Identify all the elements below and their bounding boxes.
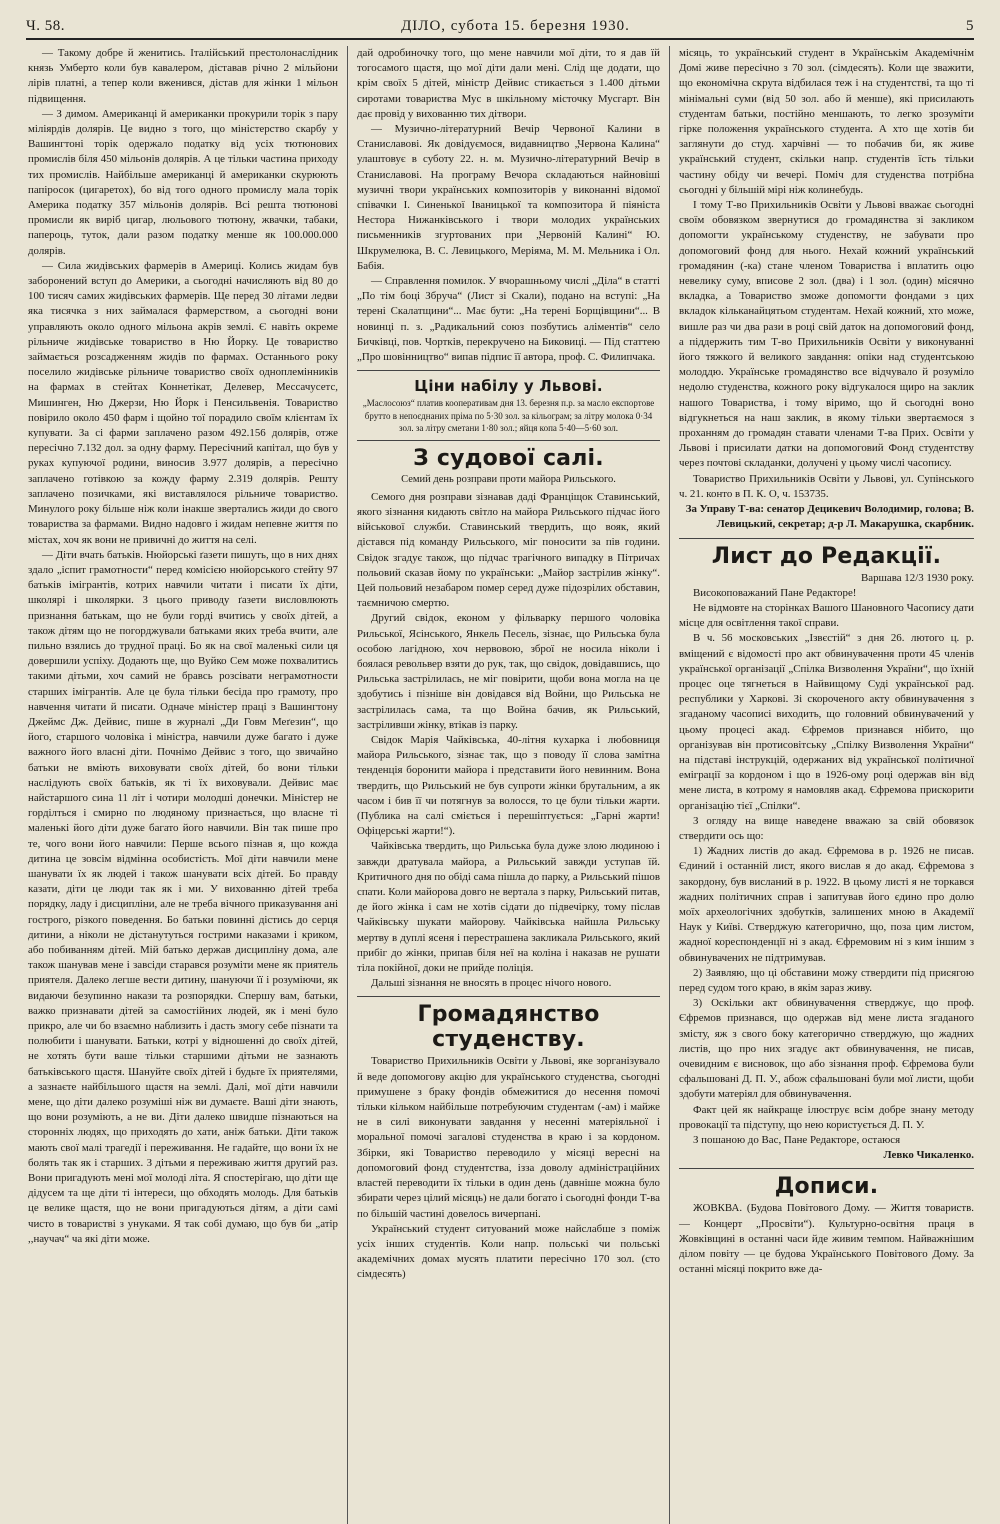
students-paragraph: І тому Т-во Прихильників Освіти у Львові вважає сьогодні своїм обовязком звернутися до громадянства зі закликом допомогти українському студенству, не забувати про допомоговий фонд для нього. Нехай кожний український громадянин (-ка) стане членом Товариства і вплатить оцю невелику суму, вписове 2 зол. (два) і 1 зол. (один) місячно вкладка, а Товариство зможе допомогти фондами з цих вкладок кільканайцятьом студентам. Нехай кожний, хто може, вишле раз чи два рази в році свій даток на допомоговий фонд, а піддержить тим Т-во Прихильників Освіти у виконуванні його тяжкого й великого завдання: опіки над студентською молоддю. Українське громадянство все відчувало й розуміло недолю студенства, кожного року відгукалося щиро на заклик нашого Товариства, і тому віримо, що й сьогодні воно відгукнеться на наш заклик, в якому тільки звертаємося з проханням до громадян ставати членами Т-ва Прих. Освіти у Львові і присилати датки на допомоговий Фонд студентству через почтові складанки, долучені у цьому числі часопису. xyxy=(679,199,974,470)
students-continuation: місяць, то український студент в Українськім Академічнім Домі живе пересічно з 70 зол. (сімдесять). Коли ще зважити, що економічна скрута відбилася теж і на студентстві, та що ті мінімальні суми (від 50 зол. або й менше), які присилають студентам батьки, постійно меншають, то легко зрозуміти гірке положення українського студента. А хто ще хотів би заглянути до студ. харчівні — то побачив би, як живе український студент, скільки напр. студентів їсть тільки частину обіду чи вечері. Поміч для студенства потрібна сьогодні у більшій мірі ніж колинебудь. xyxy=(679,47,974,196)
letter-paragraph: Не відмовте на сторінках Вашого Шановного Часопису дати місце для освітлення такої справи. xyxy=(679,601,974,630)
news-continuation: дай одробиночку того, що мене навчили мої діти, то я дав їй тогосамого щастя, що мої діти дали мені. Слід ще додати, що крім своїх 5 дітей, міністр Дейвис стикається з 1.400 дітьми сиротами товариства Мус в шкільному місточку Мусгарт. Він дає провід у вихованню тих дітвори. xyxy=(357,47,660,120)
letter-place-date: Варшава 12/3 1930 року. xyxy=(860,571,974,584)
divider xyxy=(679,538,974,539)
court-paragraph: Свідок Марія Чайківська, 40-літня кухарка і любовниця майора Рильського, зізнає так, що з поводу її слова замітна тенденція боронити майора і представити його невинним. Вона твердить, що Рильський не був супроти жінки брутальним, а як часом і бив її чи потягнув за волосся, то це були тільки жарти. (Публика на салі сміється і перешіптується: „Гарні жарти! Офіцерські жарти!“). xyxy=(357,734,660,838)
divider xyxy=(357,996,660,997)
column-1 xyxy=(26,46,348,1524)
news-item: — Сила жидівських фармерів в Америці. Колись жидам був заборонений вступ до Америки, а сьогодні начисляють від 80 до 100 тисяч самих жидівських фармерів. Ще перед 30 літами ледви яка тисячка з них займалася фармерством, а сьогодні вони управляють около одного мільона акрів землі. Є навіть окреме рільниче жидівське товариство в Ню Йорку. Це товариство займається розсадженням жидів по фармах. Останнього року поселило жидівське рільниче товариство своїх одноплемінників на фармах в стейтах Коннетікат, Делевер, Мессачусетс, Мишинген, Ню Джерзи, Ню Йорк і Пенсильвенія. Товариство повірило около 450 фарм і щойно тої порадило своїм клієнтам їх купувати. За сі фарми заплачено разом 492.156 долярів, отже пересічно 7.132 дол. за одну фарму. Пересічний капітал, що був у руках купуючої родини, виносив 3.977 долярів, а пересічно заплачено готівкою за кожду фарму 2.319 долярів. Решту заплачено позичками, які виставлялося рільниче товариство. Минулого року більше ніж коли інакше звертались жиди до свого товариства за фармами. Видно надовго і жидам непевне життя по містах, хоч як вони не привичні до життя на селі. xyxy=(28,259,338,546)
court-paragraph: Дальші зізнання не вносять в процес нічого нового. xyxy=(371,977,612,990)
students-paragraph: Товариство Прихильників Освіти у Львові, ул. Супінського ч. 21. конто в П. К. О, ч. 153735. xyxy=(679,472,974,500)
prices-heading: Ціни набілу у Львові. xyxy=(414,377,603,396)
news-item: — Справлення помилок. У вчорашньому числі „Діла“ в статті „По тім боці Збруча“ (Лист зі Скали), подано на вступі: „На терені Скалатщини“... Має бути: „На терені Борщівщини“... В новинці п. з. „Радикальний союз позбутись аліментів“ село Бичківці, пов. Чортків, перекручено на Биковиці. — Під статтею „Про шовінництво“ випав підпис її автора, проф. С. Филипчака. xyxy=(357,275,660,364)
letter-paragraph: 2) Заявляю, що ці обставини можу ствердити під присягою перед судом того краю, в якім зараз живу. xyxy=(679,966,974,994)
divider xyxy=(357,370,660,371)
court-subtitle: Семий день розправи проти майора Рильського. xyxy=(401,473,616,485)
divider xyxy=(357,440,660,441)
court-paragraph: Семого дня розправи зізнавав даді Франціщок Ставинський, якого зізнання кидають світло на майора Рильського підчас його військової служби. Ставинський твердить, що вояк, який дістався під команду Рильського, міг поносити за пів години. Свідок згадує також, що підчас трагічного випадку в Пітричах польовий сказав йому по українськи: „Майор застрілив жінку“. Цей польовий незабаром помер серед дуже підозрілих обставин, таємничою смертю. xyxy=(357,490,660,610)
letter-author: Левко Чикаленко. xyxy=(883,1149,974,1162)
students-heading: Громадянство студенству. xyxy=(417,1002,600,1053)
page-number: 5 xyxy=(966,18,974,34)
column-2 xyxy=(348,46,670,1524)
court-heading: З судової салі. xyxy=(413,445,604,471)
letter-salutation: Високоповажаний Пане Редакторе! xyxy=(693,586,857,599)
newspaper-title-date: ДІЛО, субота 15. березня 1930. xyxy=(401,18,630,34)
divider xyxy=(679,1168,974,1169)
letter-paragraph: 1) Жадних листів до акад. Єфремова в р. 1926 не писав. Єдиний і останній лист, якого вислав я до акад. Єфремова з закордону, був висланий в р. 1922. В цьому листі я не торкався жадних політичних справ і запитував його єдино про долю моїх археологічних здобутків, залишених мною в Академії Наук у Київі. Стверджую категорично, що, поза цим листом, жадної кореспонденції ні з акад. Єфремовим ні з ким іншим з обвинувачених не підтримував. xyxy=(679,845,974,964)
letter-paragraph: Факт цей як найкраще ілюструє всім добре знану методу провокації та підступу, що нею користується Д. П. У. xyxy=(679,1103,974,1131)
students-signature: За Управу Т-ва: сенатор Децикевич Володимир, голова; В. Левицький, секретар; д-р Л. Макарушка, скарбник. xyxy=(685,503,974,531)
letter-closing: З пошаною до Вас, Пане Редакторе, остаюся xyxy=(693,1134,901,1147)
court-paragraph: Другий свідок, економ у фільварку першого чоловіка Рильської, Ясінського, Янкель Песель, зізнає, що Рильська була особою лагідною, хоч нервовою, зброї не носила ніколи і боялася револьвер взяти до рук, так, що свідок, довідавшись, що Рильська застрілилась, не міг повірити, щоби вона могла на це здобутись і пізніше він довідався від Войни, що Рильська не застрілилась сама, та що Война бачив, як Рильський, застріливши жінку, втікав із парку. xyxy=(357,612,660,731)
letter-paragraph: З огляду на вище наведене вважаю за свій обовязок ствердити ось що: xyxy=(679,814,974,842)
prices-text: „Маслосоюз“ платив кооперативам дня 13. березня п.р. за масло експортове брутто в непоєднаних пріма по 5·30 зол. за кільограм; за літру молока 0·34 зол. за літру сметани 1·80 зол.; яйця копа 5·40—5·60 зол. xyxy=(362,398,655,434)
dopysy-heading: Дописи. xyxy=(774,1174,879,1200)
letter-paragraph: 3) Оскільки акт обвинувачення стверджує, що проф. Єфремов признався, що одержав від мене листа згаданого змісту, яж з свого боку категорично стверджую, що жадних листів, що про них згадує акт обвинувачення, не писав, очевидним є висновок, що або зізнання проф. Єфремова були сфальшовані Д. П. У., абож сфальшовані були мої листи, щоби здобути матеріял для обвинувачення. xyxy=(679,997,974,1101)
students-paragraph: Український студент ситуований може найслабше з поміж усіх інших студентів. Коли напр. польські чи польські академічних домах мусять платити пересічно 170 зол. (сто сімдесять) xyxy=(357,1222,660,1281)
letter-paragraph: В ч. 56 московських „Ізвєстій“ з дня 26. лютого ц. р. вміщений є відомості про акт обвинувачення проти 45 членів української організації „Спілка Визволення України“, що їхній процес оце тягнеться в Найвищому Суді української рад. республики у Харкові. Зі скороченого акту обвинувачення з згаданому часописі виходить, що головний обвинувачений у цьому процесі акад. Єфремов признався нібито, що організував він протисовітську „Спілку Визволення України“ на підставі інструкцій, одержаних від української політичної еміграції за кордоном і що в 1926-ому році одержав він від мене листа, в котрому я намовляв акад. Єфремова прискорити організацію тієї „Спілки“. xyxy=(679,632,974,812)
letter-heading: Лист до Редакції. xyxy=(711,543,942,569)
issue-number: Ч. 58. xyxy=(26,18,65,34)
news-item: — Діти вчать батьків. Нюйорські ґазети пишуть, що в них днях здало „іспит грамотности“ перед комісією нюйорського стейту 97 батьків імігрантів, котрих навчили читати і писати їх діти, школярі і школярки. З цього приводу ґазети висловлюють признання батькам, що не були горді вчитись у своїх дітей, а також дітям що не погорджували батьками яких треба вчити, але пильно взялись до трудної праці. Бо як на свої маленькі сили ця довершили успіху. Додають ще, що Вуйко Сем може похвалитись такими дітьми, хоч самий не бравсь розсівати неграмотности старших імігрантів. Але це була тільки бесіда про грамоту, про навчення читати й писати. Одначе міністер праці з Вашингтону Джеймс Дж. Дейвис, пише в журналі „Ди Говм Меґезин“, що його, старшого чоловіка і міністра, навчили дуже багато і дуже важного його власні діти. Почнімо Дейвис з того, що звичайно батьки не вміють виховувати своїх дітей, бо вони тільки наслідують своїх батьків, як ті їх виховували. Дейвис має найстаршого сина 11 літ і чотири молодші донечки. Міністер не горділться і смирно по людяному признається, що власне ті маленькі його діти дуже багато його навчили. Він так пише про те, чого вони його навчили: Перше всього пізнав я, що кожда дитина це зовсім відмінна особистість. Мої діти навчили мене шанувати їх як людей і також шанувати всіх дітей. Бо правду казати, діти це люди так як і ми. У вихованню дітей треба порядку, ладу і дисципліни, але не треба вічного приказування ані гострого, різкого поведення. Бо батьки повинні дістись до серця дитини, а ніколи не дістанутуться гострими наказами і криком, або побиванням дітей. Мій батько держав дисципліну дома, але також шанував мене і завсіди старався розуміти мене як приятель приятеля. Далеко легше вести дитину, шануючи її і розуміючи, як видаючи безупинно накази та розпорядки. Спершу вам, батьки, важко признавати дітей за самостійних людей, як і мені було прикро, але чи бо взаємно наблизить і дасть змогу себе пізнати та полюбити і шанувати. Батьки, котрі у відношенні до своїх дітей, не хотять бути ваше тільки старшими дітьми не зазнають батьківського щастя. Шануйте своїх дітей і будьте їх приятелями, а зазнаєте найбільшого щастя на землі. Далі, мої діти навчили мене, що діти далеко розуміші ніж ви думаєте. Ваші діти знають, що вони розуміють, а не ви. Діти далеко швидше пізнаються на сторонніх людях, що приходять до хати, аніж батьки. Діти також мають свої малі трагедії і переживання. Не гадайте, що вони їх не болять так як і старших. З дітьми я переживаю життя другий раз. Вони пригадують мені мої молоді літа. Я спостерігаю, що діти ще дідусем та ще діти ті інтереси, що обходять молодь. Для батьків це велике щастя, що не вони пригадуються дітям, а діти самі чисто в товаристві з унуками. Я так собі думаю, що був би „атір ,,научач“ ча які діти може. xyxy=(28,548,338,1245)
masthead xyxy=(26,18,974,40)
dopysy-text: ЖОВКВА. (Будова Повітового Дому. — Життя товариств. — Концерт „Просвіти“). Культурно-освітня праця в Жовківщині в останні часи йде живим темпом. Найважнішим ділом повіту — це будова Українського Повітового Дому. За останні місяці покрито вже да- xyxy=(679,1202,974,1276)
news-item: — Такому добре й женитись. Італійський престолонаслідник князь Умберто коли був кавалером, діставав річно 2 мільйони лірів платні, а тепер коли вженився, дістав для жінки 1 мільон підвищення. xyxy=(28,47,338,105)
news-item: — З димом. Американці й американки прокурили торік з пару міліярдів долярів. Це видно з того, що міністерство скарбу у Вашингтоні торік одержало податку від усіх тютюнових промислів біля 450 мільонів долярів. А це тільки частина приходу тих промислів. Найбільше американці й американки скурюють папіросок (цигаретох), бо від того одного промислу мала торік Америка податку 357 мільонів долярів. Всі решта тютюнові промисли як виріб цигар, люльового тютюну, жвачки, табаки, папероць, туток, дали разом податку менше як 100.000.000 долярів. xyxy=(28,107,338,257)
column-3 xyxy=(670,46,974,1524)
news-item: — Музично-літературний Вечір Червоної Калини в Станиславові. Як довідуємося, видавництво „Червона Калина“ улаштовує в суботу 22. н. м. Музично-літературний Вечір в Станиславові. На програму Вечора складаються найновіші музичні твори українських композиторів у виконанні відомої співачки І. Синенької Іваницької та композитора й піяніста Нестора Нижанківського і твори молодих українських письменників згуртованих при „Червоній Калині“ Ю. Шкрумелюка, В. С. Левицького, Меріяма, М. М. Мельника і Ол. Бабія. xyxy=(357,123,660,272)
court-paragraph: Чайківська твердить, що Рильська була дуже злою людиною і завжди дратувала майора, а Рильський завжди уступав їй. Критичного дня по обіді сама пішла до парку, а Рильський пішов спати. Коли майорова довго не вертала з парку, Рильський питав, де його жінка і сам не хотів сідати до підвечірку, тому післав Чайківську шукати майорову. Чайківська найшла Рильську мертву в дуплі ясеня і перестрашена закликала Рильського, який прибіг до жінки, припав біля неї на коліна і наказав не рушати тіла покійної, доки не прийде поліція. xyxy=(357,840,660,975)
students-paragraph: Товариство Прихильників Освіти у Львові, яке зорганізувало й веде допомогову акцію для українського студенства, сьогодні примушене з браку фондів обмежитися до несення помочі тільки кільком найбільше потребуючим студентам (-ам) і майже не в силі виконувати завдання у несенні матеріяльної і моральної помочі загалові студенства в краю і за кордоном. Збірки, які Товариство переводило у місяці вересні на допомоговий фонд студентства, ізза доволу адміністраційних властей переводити їх тільки в один день (давніше можна було збирати через цілий місяць) не дали богато і сьогодні фонди Т-ва по більшій частині довелось вичерпані. xyxy=(357,1055,660,1220)
